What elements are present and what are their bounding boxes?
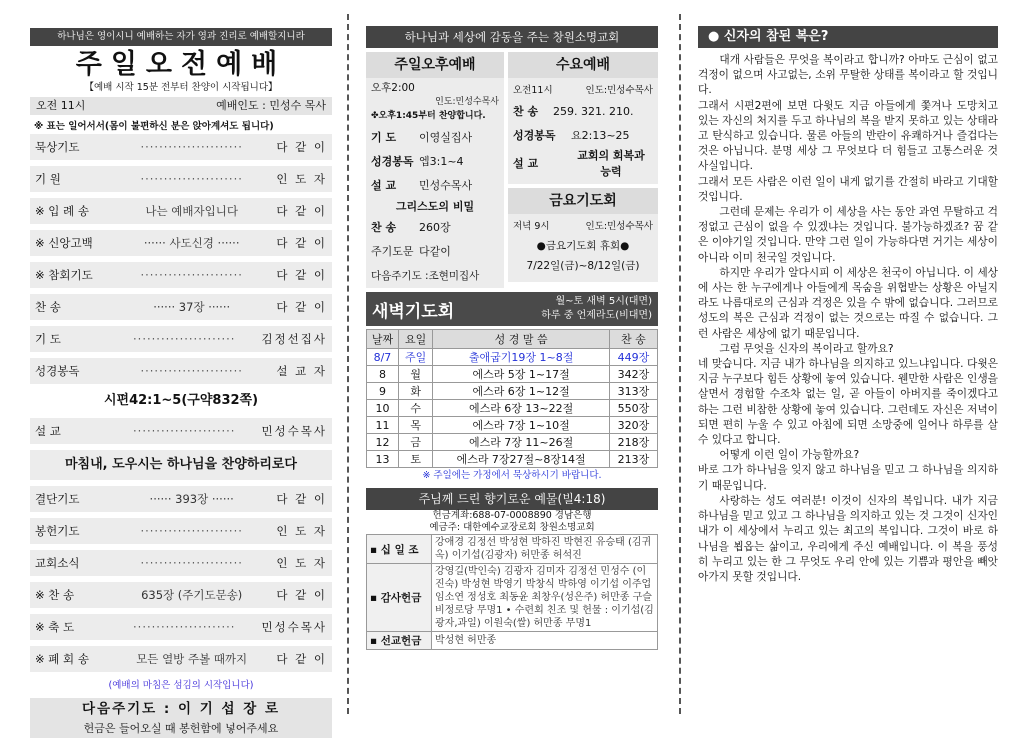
schedule-cell: 금: [398, 434, 433, 451]
sunday-pm-lords-prayer: 다같이: [419, 245, 451, 258]
schedule-cell: 8/7: [367, 349, 399, 366]
schedule-cell: 에스라 7장27절~8장14절: [433, 451, 609, 468]
order-title: 묵상기도: [35, 140, 80, 154]
schedule-row: [367, 400, 658, 417]
order-title: 기 원: [35, 172, 61, 186]
sermon-paragraph: 그래서 모든 사람은 이런 일이 내게 없기를 간절히 바라고 기대할 것입니다.: [698, 174, 998, 203]
schedule-cell: 13: [367, 451, 399, 468]
order-detail: ······················: [140, 364, 243, 378]
order-row: [30, 294, 332, 320]
schedule-cell: 에스라 6장 13~22절: [433, 400, 609, 417]
silent-note: ※ 주일에는 가정에서 묵상하시기 바랍니다.: [422, 470, 602, 481]
order-title: ※ 폐 회 송: [35, 652, 89, 666]
order-person: 김정선집사: [261, 332, 327, 346]
schedule-row: [367, 349, 658, 366]
sermon-title: 마침내, 도우시는 하나님을 찬양하리로다: [30, 450, 332, 480]
order-row: [30, 326, 332, 352]
sermon-paragraph: 그래서 시편2편에 보면 다윗도 지금 아들에게 쫓겨나 도망치고 있는 자신의 처지를 두고 하나님의 복을 받지 못하고 있는 상태라고 탄식하고 있습니다. 물론 아들의 반란이 유쾌하거나 즐겁다는 것은 아닙니다. 분명 세상 그 무엇보다 더 힘들고 고통스러운 것 사실입니다.: [698, 98, 998, 173]
weekday-services: [508, 52, 658, 288]
order-title: ※ 찬 송: [35, 588, 75, 602]
order-row: [30, 614, 332, 640]
schedule-row: [367, 383, 658, 400]
order-person: 다 같 이: [276, 268, 327, 282]
schedule-header: 성 경 말 씀: [433, 330, 609, 349]
sermon-paragraph: 그런데 문제는 우리가 이 세상을 사는 동안 과연 무탈하고 걱정없고 근심이 없을 수 있겠냐는 것입니다. 불가능하겠죠? 꿈 같은 이야기일 것입니다. 만약 그런 일이 가능하다면 거기는 세상이 아니라 이미 천국일 것입니다.: [698, 205, 998, 264]
friday-note: ●금요기도회 휴회●: [536, 240, 630, 252]
column-divider-2: [679, 14, 681, 714]
order-row: [30, 518, 332, 544]
sunday-pm-next: 조현미집사: [428, 270, 480, 282]
order-detail: 모든 열방 주볼 때까지: [136, 652, 248, 666]
order-title: 기 도: [35, 332, 61, 346]
sermon-paragraph: 바로 그가 하나님을 잊지 않고 하나님을 믿고 그 하나님을 의지하기 때문입니다.: [698, 463, 998, 492]
services-column: [366, 0, 658, 724]
schedule-cell: 목: [398, 417, 433, 434]
schedule-cell: 에스라 7장 1~10절: [433, 417, 609, 434]
wednesday-leader: 인도:민성수목사: [585, 85, 653, 96]
order-detail: 635장 (주기도문송): [141, 588, 243, 602]
church-banner: 하나님과 세상에 감동을 주는 창원소명교회: [366, 26, 658, 48]
sunday-pm-reading-label: 성경봉독: [371, 155, 414, 168]
schedule-cell: 에스라 6장 1~12절: [433, 383, 609, 400]
order-row: [30, 198, 332, 224]
friday-dates: 7/22일(금)~8/12일(금): [526, 260, 640, 272]
schedule-row: [367, 417, 658, 434]
wednesday-title: 수요예배: [508, 52, 658, 78]
dawn-prayer-title: 새벽기도회: [372, 301, 455, 322]
schedule-cell: 토: [398, 451, 433, 468]
order-title: 봉헌기도: [35, 524, 80, 538]
sermon-heading: ● 신자의 참된 복은?: [698, 26, 998, 48]
sunday-pm-preacher: 민성수목사: [419, 179, 473, 192]
order-person: 인 도 자: [276, 556, 327, 570]
scripture-reference: 시편42:1~5(구약832쪽): [103, 393, 259, 408]
sunday-morning-worship-column: [30, 0, 332, 735]
order-row: [30, 646, 332, 672]
schedule-cell: 313장: [609, 383, 657, 400]
order-detail: ······ 사도신경 ······: [143, 236, 240, 250]
offering-names: 강애경 김정선 박성현 박하진 박현진 유승태 (김귀옥) 이기섭(김광자) 허만종 허석진: [432, 535, 658, 564]
sunday-pm-prayer: 이영실집사: [419, 131, 473, 144]
wednesday-reading: 요2:13~25: [571, 129, 630, 142]
sermon-paragraph: 대개 사람들은 무엇을 복이라고 합니까? 아마도 근심이 없고 걱정이 없으며 사고없는, 소위 무탈한 상태를 복이라고 할 것입니다.: [698, 53, 998, 97]
sunday-pm-prayer-label: 기 도: [371, 131, 397, 144]
sunday-pm-next-label: 다음주기도 :: [371, 270, 429, 282]
offering-names: 박성현 허만종: [432, 632, 658, 650]
top-banner: 하나님은 영이시니 예배하는 자가 영과 진리로 예배할지니라: [30, 28, 332, 46]
order-detail: ······················: [133, 424, 236, 438]
schedule-row: [367, 451, 658, 468]
services-grid: [366, 52, 658, 288]
wednesday-time: 오전11시: [513, 85, 553, 96]
offering-row: [367, 564, 658, 632]
next-week-prayer: 다음주기도 : 이 기 섭 장 로: [30, 698, 332, 720]
sermon-paragraph: 사랑하는 성도 여러분! 이것이 신자의 복입니다. 내가 지금 하나님을 믿고 있고 그 하나님을 의지하고 있는 것 그것이 신자인 내가 이 세상에서 누리고 있는 최고의 복입니다. 그것이 바로 하나님을 뵙옵는 삶이고, 우리에게 주신 예배입니다. 이 복을 풍성히 누리고 있는 한 그 무엇도 우리 안에 있는 기쁨과 평안을 빼앗아가지 못할 것입니다.: [698, 493, 998, 583]
order-title: 결단기도: [35, 492, 80, 506]
wednesday-sermon-label: 설 교: [513, 157, 539, 170]
friday-time: 저녁 9시: [513, 221, 550, 232]
order-detail: 나는 예배자입니다: [145, 204, 238, 218]
order-person: 인 도 자: [276, 524, 327, 538]
order-person: 다 같 이: [276, 652, 327, 666]
account-holder: 예금주: 대한예수교장로회 창원소명교회: [429, 522, 595, 533]
order-person: 인 도 자: [276, 172, 327, 186]
order-person: 설 교 자: [276, 364, 327, 378]
sunday-afternoon-box: [366, 52, 504, 288]
schedule-cell: 화: [398, 383, 433, 400]
schedule-header: 요일: [398, 330, 433, 349]
sunday-pm-hymn-label: 찬 송: [371, 221, 397, 234]
order-detail: ······················: [140, 524, 243, 538]
schedule-cell: 9: [367, 383, 399, 400]
order-person: 다 같 이: [276, 588, 327, 602]
order-row: [30, 262, 332, 288]
schedule-cell: 에스라 7장 11~26절: [433, 434, 609, 451]
order-detail: ······················: [140, 268, 243, 282]
sunday-afternoon-title: 주일오후예배: [366, 52, 504, 78]
schedule-cell: 8: [367, 366, 399, 383]
service-time: 오전 11시: [36, 99, 86, 112]
offering-note: 헌금은 들어오실 때 봉헌함에 넣어주세요: [30, 720, 332, 738]
schedule-cell: 에스라 5장 1~17절: [433, 366, 609, 383]
sunday-pm-sermon: 그리스도의 비밀: [395, 200, 475, 213]
offering-label: ▪ 선교헌금: [367, 632, 432, 650]
schedule-cell: 218장: [609, 434, 657, 451]
order-title: 교회소식: [35, 556, 80, 570]
order-detail: ······················: [140, 140, 243, 154]
sunday-pm-lords-prayer-label: 주기도문: [371, 245, 414, 258]
offering-table: [366, 534, 658, 650]
order-person: 민성수목사: [261, 424, 327, 438]
order-row: [30, 486, 332, 512]
sermon-paragraph: 하지만 우리가 알다시피 이 세상은 천국이 아닙니다. 이 세상에 사는 한 누구에게나 아들에게 목숨을 위협받는 상황은 아닐지라도 나름대로의 근심과 걱정은 있을 수 밖에 없습니다. 그러므로 성도의 복은 근심과 걱정이 없는 것으로는 따질 수 없습니다. 그런 사람은 세상에 없기 때문입니다.: [698, 265, 998, 340]
order-title: ※ 입 례 송: [35, 204, 89, 218]
order-person: 다 같 이: [276, 204, 327, 218]
offering-names: 강영길(박인숙) 김광자 김미자 김정선 민성수 (이진숙) 박성현 박영기 박창식 박하영 이기섭 이주업 임소연 정성호 최동윤 최창우(성은주) 허만종 구슬비정로당 무명1 • 수련회 친조 및 헌물 : 이기섭(김광자,과일) 이원숙(쌀) 허만종 무명1: [432, 564, 658, 632]
dawn-prayer-times: [541, 295, 652, 323]
sermon-paragraph: 그럼 무엇을 신자의 복이라고 할까요?: [719, 341, 894, 355]
sunday-pm-reading: 엡3:1~4: [419, 155, 464, 168]
schedule-cell: 213장: [609, 451, 657, 468]
order-row: [30, 582, 332, 608]
sunday-pm-leader: 인도:민성수목사: [435, 97, 499, 107]
order-title: ※ 참회기도: [35, 268, 93, 282]
order-title: 찬 송: [35, 300, 61, 314]
schedule-cell: 수: [398, 400, 433, 417]
column-divider-1: [347, 14, 349, 714]
offering-label: ▪ 감사헌금: [367, 564, 432, 632]
stand-note: ※ 표는 일어서서(몸이 불편하신 분은 앉아계셔도 됩니다): [34, 121, 274, 132]
order-person: 다 같 이: [276, 140, 327, 154]
sunday-pm-sermon-label: 설 교: [371, 179, 397, 192]
wednesday-hymn-label: 찬 송: [513, 105, 539, 118]
schedule-cell: 11: [367, 417, 399, 434]
service-leader: 예배인도 : 민성수 목사: [216, 99, 326, 112]
friday-title: 금요기도회: [508, 188, 658, 214]
order-of-worship-sermon: [30, 418, 332, 444]
sermon-paragraph: 네 맞습니다. 지금 내가 하나님을 의지하고 있느냐입니다. 다윗은 지금 누구보다 힘든 상황에 놓여 있습니다. 웬만한 사람은 인생을 살면서 경험할 수조차 없는 일, 곧 아들이 아버지를 죽이겠다고 하는 그런 비참한 상황에 놓여 있습니다. 그런데도 자신은 저녁이 되면 편히 누울 수 있고 아침에 되면 소망중에 일어나 하루를 살 수 있다고 합니다.: [698, 357, 998, 447]
closing-note: (예배의 마침은 섬김의 시작입니다): [108, 680, 254, 691]
order-title: ※ 신앙고백: [35, 236, 93, 250]
schedule-cell: 320장: [609, 417, 657, 434]
bank-account: 헌금계좌:688-07-0008890 경남은행: [432, 510, 592, 521]
schedule-cell: 342장: [609, 366, 657, 383]
schedule-cell: 10: [367, 400, 399, 417]
wednesday-sermon: 교회의 회복과 능력: [577, 149, 645, 178]
order-row: [30, 550, 332, 576]
schedule-cell: 월: [398, 366, 433, 383]
sunday-pm-praise-note: ✤오후1:45부터 찬양합니다.: [371, 111, 486, 121]
order-detail: ······ 393장 ······: [149, 492, 234, 506]
schedule-cell: 주일: [398, 349, 433, 366]
offering-bar: 주님께 드린 향기로운 예물(빌4:18): [366, 488, 658, 510]
offering-row: [367, 535, 658, 564]
schedule-cell: 550장: [609, 400, 657, 417]
offering-row: [367, 632, 658, 650]
schedule-cell: 출애굽기19장 1~8절: [433, 349, 609, 366]
order-detail: ······················: [133, 620, 236, 634]
page-title: 주일오전예배: [75, 49, 287, 80]
order-person: 다 같 이: [276, 492, 327, 506]
order-row: [30, 134, 332, 160]
schedule-cell: 449장: [609, 349, 657, 366]
wednesday-reading-label: 성경봉독: [513, 129, 556, 142]
order-of-worship-closing: [30, 486, 332, 672]
sermon-paragraph: 어떻게 이런 일이 가능할까요?: [719, 448, 860, 462]
order-detail: ······················: [133, 332, 236, 346]
wednesday-hymn: 259. 321. 210.: [553, 105, 634, 118]
order-person: 다 같 이: [276, 300, 327, 314]
order-row: [30, 418, 332, 444]
order-title: 설 교: [35, 424, 61, 438]
sermon-body: [698, 52, 998, 584]
schedule-header: 찬 송: [609, 330, 657, 349]
schedule-row: [367, 366, 658, 383]
reading-schedule-table: [366, 329, 658, 468]
friday-leader: 인도:민성수목사: [585, 221, 653, 232]
start-note: 【예배 시작 15분 전부터 찬양이 시작됩니다】: [84, 82, 278, 93]
order-detail: ······ 37장 ······: [153, 300, 231, 314]
sunday-pm-time: 오후2:00: [371, 82, 415, 94]
order-person: 민성수목사: [261, 620, 327, 634]
sunday-pm-hymn: 260장: [419, 221, 451, 234]
order-row: [30, 230, 332, 256]
order-detail: ······················: [140, 556, 243, 570]
schedule-cell: 12: [367, 434, 399, 451]
order-detail: ······················: [140, 172, 243, 186]
schedule-header: 날짜: [367, 330, 399, 349]
sermon-column: [698, 0, 998, 724]
dawn-line-2: 하루 중 언제라도(비대면): [541, 310, 652, 321]
order-person: 다 같 이: [276, 236, 327, 250]
order-row: [30, 358, 332, 384]
offering-label: ▪ 십 일 조: [367, 535, 432, 564]
order-row: [30, 166, 332, 192]
dawn-line-1: 월~토 새벽 5시(대면): [555, 296, 652, 307]
service-info: [30, 97, 332, 115]
order-title: 성경봉독: [35, 364, 80, 378]
schedule-row: [367, 434, 658, 451]
order-title: ※ 축 도: [35, 620, 75, 634]
order-of-worship: [30, 134, 332, 384]
dawn-prayer-bar: [366, 292, 658, 326]
